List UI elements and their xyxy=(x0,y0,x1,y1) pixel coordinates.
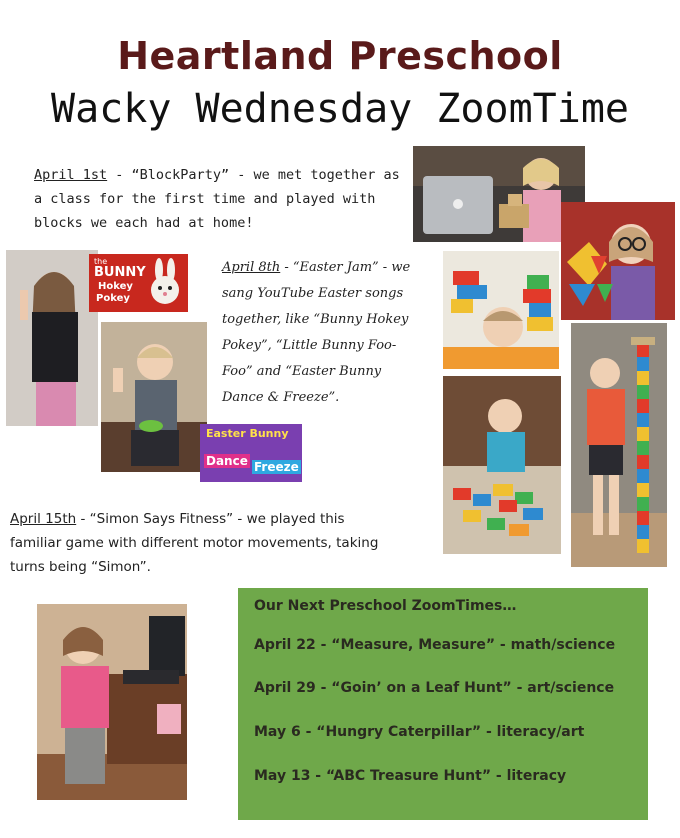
april8-line4: Pokey”, “Little Bunny Foo- xyxy=(222,338,397,353)
page-subtitle: Wacky Wednesday ZoomTime xyxy=(51,86,629,132)
photo-boy-green-toy xyxy=(101,322,207,472)
photo-girl-laptop xyxy=(413,146,585,242)
upcoming-item: April 29 - “Goin’ on a Leaf Hunt” - art/science xyxy=(254,680,615,696)
april15-date: April 15th xyxy=(10,511,77,527)
april8-date: April 8th xyxy=(222,260,281,275)
photo-girl-magnet-tiles xyxy=(561,202,675,320)
upcoming-item: May 13 - “ABC Treasure Hunt” - literacy xyxy=(254,768,567,784)
upcoming-zoomtimes-box xyxy=(238,588,648,820)
april1-line2: a class for the first time and played with xyxy=(34,191,376,207)
april8-text xyxy=(222,255,442,411)
april15-text xyxy=(10,507,430,579)
photo-girl-peace-sign xyxy=(6,250,98,426)
april8-line2: sang YouTube Easter songs xyxy=(222,286,404,301)
upcoming-item: April 22 - “Measure, Measure” - math/science xyxy=(254,637,616,653)
april15-line3: turns being “Simon”. xyxy=(10,559,151,575)
easter-bunny-dance-card: Easter Bunny Dance Freeze xyxy=(200,424,302,482)
april15-line2: familiar game with different motor movements, taking xyxy=(10,535,379,551)
april1-line3: blocks we each had at home! xyxy=(34,215,254,231)
bunny-hokey-pokey-card: the BUNNY Hokey Pokey xyxy=(89,254,188,312)
april15-line1: April 15th - “Simon Says Fitness” - we played this xyxy=(10,511,345,527)
april1-line1: April 1st - “BlockParty” - we met together as xyxy=(34,167,400,183)
april1-date: April 1st xyxy=(34,167,108,183)
april1-text xyxy=(34,163,414,235)
april8-line3: together, like “Bunny Hokey xyxy=(222,312,409,327)
school-title: Heartland Preschool xyxy=(117,34,563,78)
photo-boy-lego-tower xyxy=(443,251,559,369)
april8-line5: Foo” and “Easter Bunny xyxy=(222,364,382,379)
photo-boy-duplo-blocks xyxy=(443,376,561,554)
april8-line6: Dance & Freeze”. xyxy=(222,390,340,405)
april8-line1: April 8th - “Easter Jam” - we xyxy=(222,260,411,275)
photo-toddler-laptop xyxy=(37,604,187,800)
upcoming-heading: Our Next Preschool ZoomTimes… xyxy=(254,598,517,614)
bunny-icon xyxy=(145,258,185,310)
upcoming-item: May 6 - “Hungry Caterpillar” - literacy/art xyxy=(254,724,585,740)
bunny-card-title: BUNNY xyxy=(94,265,146,280)
photo-boy-tall-tower xyxy=(571,323,667,567)
